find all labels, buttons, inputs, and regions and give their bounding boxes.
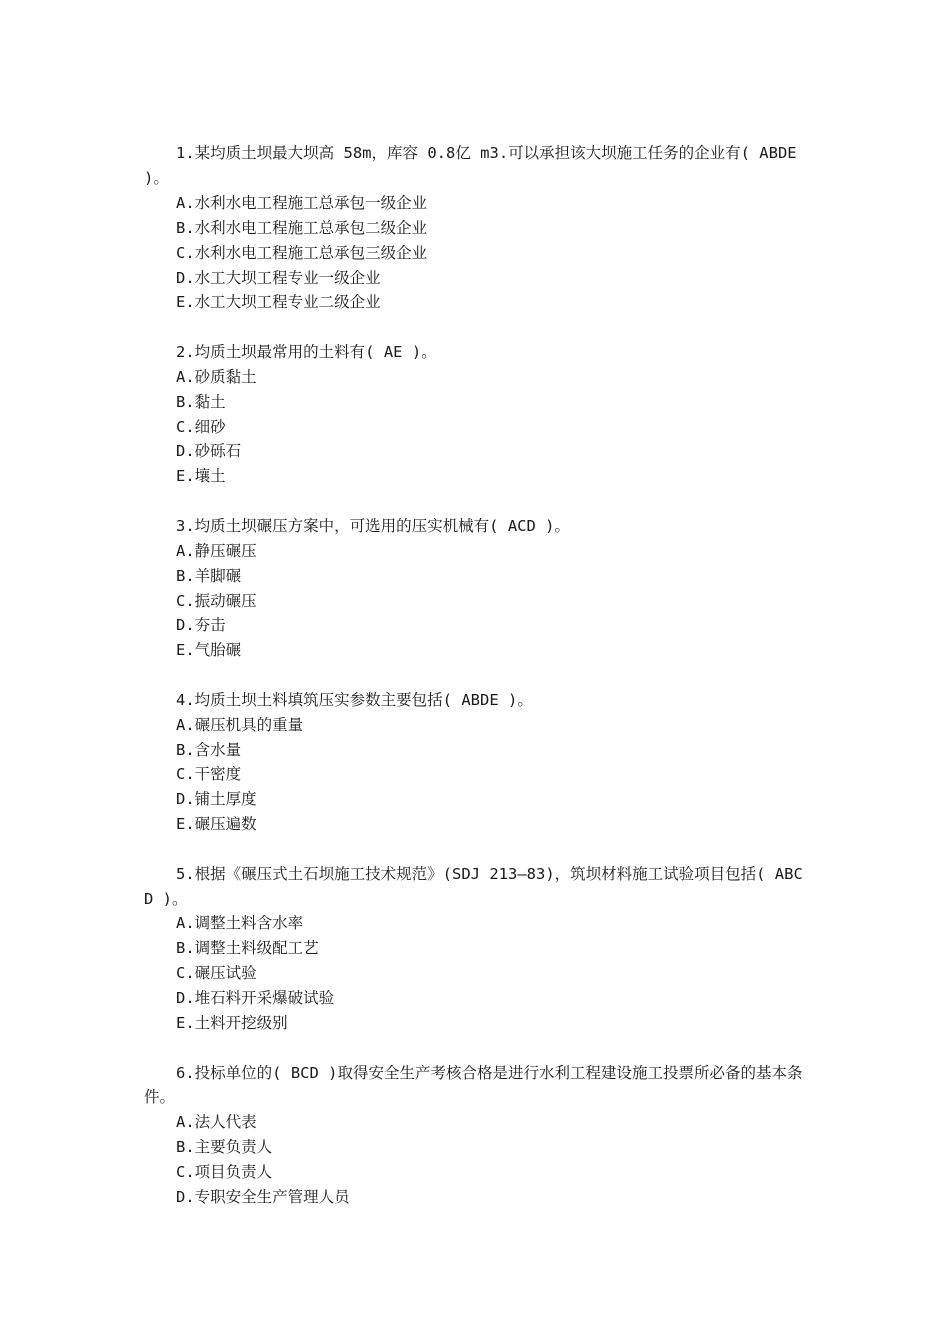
option-c: C.项目负责人 <box>176 1163 273 1182</box>
option-e: E.土料开挖级别 <box>176 1014 288 1033</box>
option-c: C.水利水电工程施工总承包三级企业 <box>176 243 428 262</box>
option-c: C.细砂 <box>176 417 226 436</box>
option-b: B.水利水电工程施工总承包二级企业 <box>176 218 428 237</box>
option-d: D.水工大坝工程专业一级企业 <box>176 268 381 287</box>
option-a: A.静压碾压 <box>176 541 257 560</box>
option-b: B.主要负责人 <box>176 1138 273 1157</box>
option-d: D.专职安全生产管理人员 <box>176 1188 350 1207</box>
question-1 <box>144 141 810 315</box>
option-b: B.羊脚碾 <box>176 566 242 585</box>
option-a: A.砂质黏土 <box>176 367 257 386</box>
option-e: E.水工大坝工程专业二级企业 <box>176 293 381 312</box>
option-d: D.堆石料开采爆破试验 <box>176 989 335 1008</box>
option-a: A.水利水电工程施工总承包一级企业 <box>176 193 428 212</box>
document-page <box>144 141 810 1234</box>
question-stem: 6.投标单位的( BCD )取得安全生产考核合格是进行水利工程建设施工投票所必备的基本条件。 <box>144 1063 803 1107</box>
option-d: D.砂砾石 <box>176 442 242 461</box>
question-stem: 1.某均质土坝最大坝高 58m，库容 0.8亿 m3.可以承担该大坝施工任务的企业有( ABDE )。 <box>144 144 797 187</box>
option-d: D.铺土厚度 <box>176 790 257 809</box>
option-a: A.调整土料含水率 <box>176 914 304 933</box>
question-2 <box>144 340 810 489</box>
option-c: C.干密度 <box>176 765 242 784</box>
option-b: B.黏土 <box>176 392 226 411</box>
option-a: A.碾压机具的重量 <box>176 715 304 734</box>
option-e: E.碾压遍数 <box>176 815 257 834</box>
option-b: B.含水量 <box>176 740 242 759</box>
question-3 <box>144 514 810 663</box>
question-stem: 3.均质土坝碾压方案中，可选用的压实机械有( ACD )。 <box>176 516 570 535</box>
option-b: B.调整土料级配工艺 <box>176 939 319 958</box>
option-d: D.夯击 <box>176 616 226 635</box>
option-e: E.壤土 <box>176 467 226 486</box>
question-stem: 4.均质土坝土料填筑压实参数主要包括( ABDE )。 <box>176 690 533 709</box>
question-stem: 2.均质土坝最常用的土料有( AE )。 <box>176 342 437 361</box>
option-a: A.法人代表 <box>176 1113 257 1132</box>
question-stem: 5.根据《碾压式土石坝施工技术规范》(SDJ 213—83)，筑坝材料施工试验项目包括( ABCD )。 <box>144 864 803 908</box>
option-e: E.气胎碾 <box>176 641 242 660</box>
option-c: C.碾压试验 <box>176 964 257 983</box>
question-6 <box>144 1061 810 1210</box>
option-c: C.振动碾压 <box>176 591 257 610</box>
question-4 <box>144 688 810 837</box>
question-5 <box>144 862 810 1036</box>
